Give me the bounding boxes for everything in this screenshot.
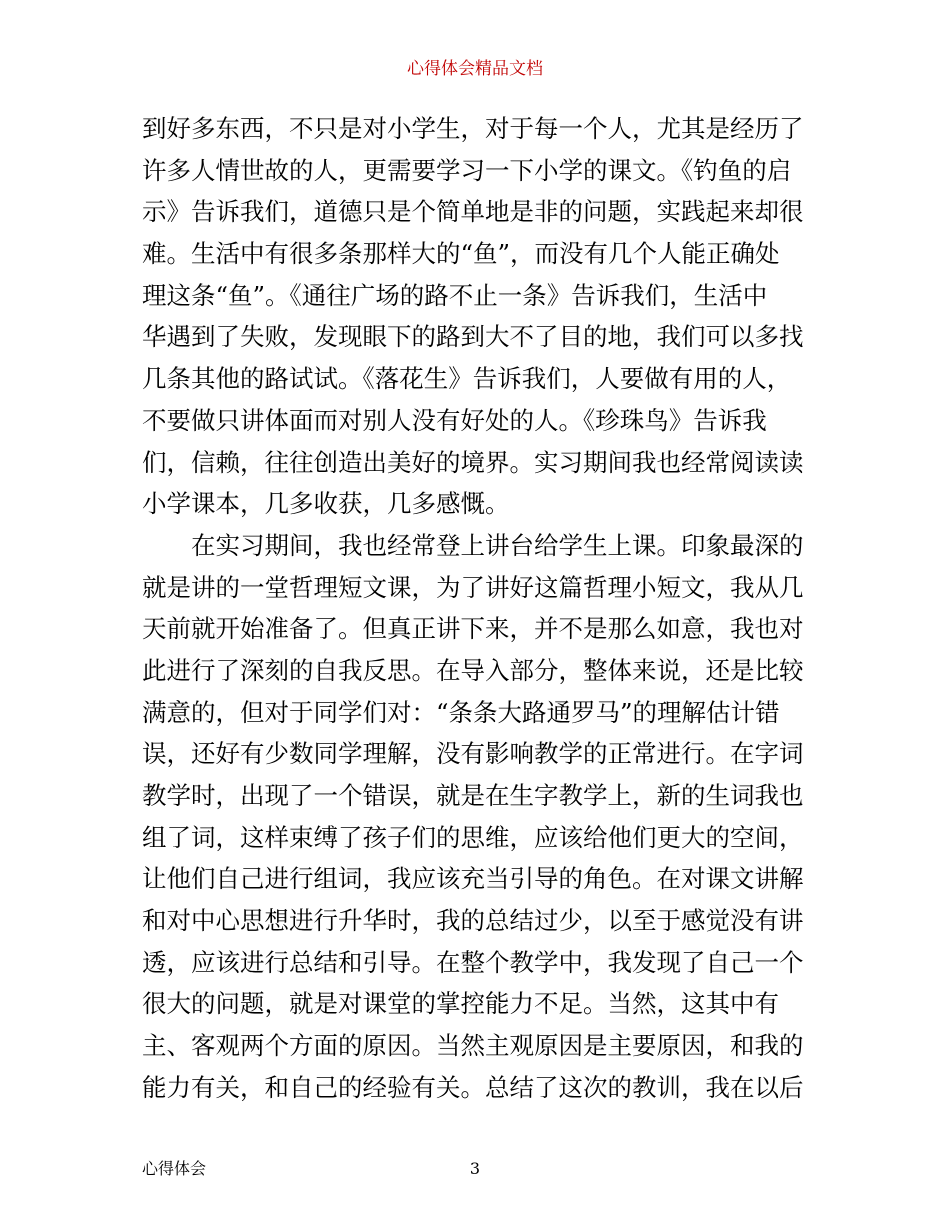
page-number: 3 xyxy=(469,1159,481,1178)
text-line: 在实习期间，我也经常登上讲台给学生上课。印象最深的 xyxy=(191,530,804,560)
paragraph xyxy=(142,525,812,1109)
text-line: 此进行了深刻的自我反思。在导入部分，整体来说，还是比较 xyxy=(142,655,804,685)
paragraph xyxy=(142,108,812,525)
text-line: 能力有关，和自己的经验有关。总结了这次的教训，我在以后 xyxy=(142,1072,804,1102)
text-line: 不要做只讲体面而对别人没有好处的人。《珍珠鸟》告诉我 xyxy=(142,405,767,435)
text-line: 许多人情世故的人，更需要学习一下小学的课文。《钓鱼的启 xyxy=(142,155,792,185)
text-line: 华遇到了失败，发现眼下的路到大不了目的地，我们可以多找 xyxy=(142,322,804,352)
text-line: 透，应该进行总结和引导。在整个教学中，我发现了自己一个 xyxy=(142,947,804,977)
text-line: 让他们自己进行组词，我应该充当引导的角色。在对课文讲解 xyxy=(142,864,804,894)
text-line: 小学课本，几多收获，几多感慨。 xyxy=(142,489,510,519)
footer-label: 心得体会 xyxy=(142,1159,207,1178)
text-line: 满意的，但对于同学们对：“条条大路通罗马”的理解估计错 xyxy=(142,697,780,727)
text-line: 组了词，这样束缚了孩子们的思维，应该给他们更大的空间， xyxy=(142,822,804,852)
page-footer xyxy=(0,1158,950,1180)
text-line: 难。生活中有很多条那样大的“鱼”，而没有几个人能正确处 xyxy=(142,239,780,269)
document-body xyxy=(142,108,812,1109)
text-line: 到好多东西，不只是对小学生，对于每一个人，尤其是经历了 xyxy=(142,114,804,143)
text-line: 理这条“鱼”。《通往广场的路不止一条》告诉我们，生活中 xyxy=(142,280,768,310)
text-line: 很大的问题，就是对课堂的掌控能力不足。当然，这其中有 xyxy=(142,989,779,1019)
text-line: 就是讲的一堂哲理短文课，为了讲好这篇哲理小短文，我从几 xyxy=(142,572,804,602)
text-line: 示》告诉我们，道德只是个简单地是非的问题，实践起来却很 xyxy=(142,197,804,227)
page-header: 心得体会精品文档 xyxy=(407,59,543,79)
text-line: 几条其他的路试试。《落花生》告诉我们，人要做有用的人， xyxy=(142,364,792,394)
text-line: 们，信赖，往往创造出美好的境界。实习期间我也经常阅读读 xyxy=(142,447,804,477)
text-line: 误，还好有少数同学理解，没有影响教学的正常进行。在字词 xyxy=(142,739,804,769)
text-line: 教学时，出现了一个错误，就是在生字教学上，新的生词我也 xyxy=(142,781,804,810)
text-line: 和对中心思想进行升华时，我的总结过少，以至于感觉没有讲 xyxy=(142,906,804,936)
text-line: 天前就开始准备了。但真正讲下来，并不是那么如意，我也对 xyxy=(142,614,804,644)
text-line: 主、客观两个方面的原因。当然主观原因是主要原因，和我的 xyxy=(142,1031,804,1061)
